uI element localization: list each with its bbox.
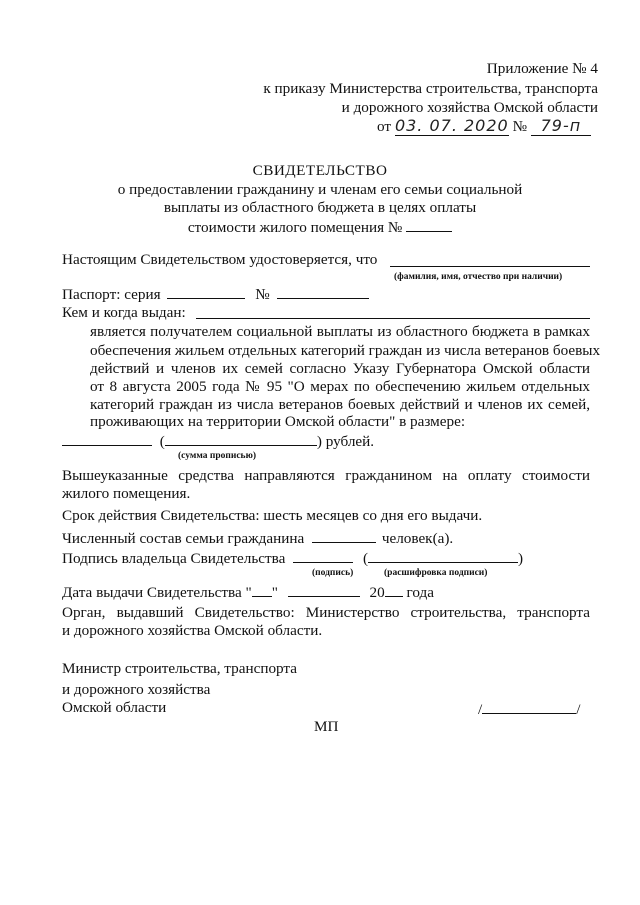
fio-blank[interactable]	[390, 266, 590, 267]
minister-line-1: Министр строительства, транспорта	[62, 660, 297, 677]
minister-line-2: и дорожного хозяйства	[62, 681, 211, 698]
para1-line-1: является получателем социальной выплаты из областного бюджета в рамках	[90, 323, 590, 340]
family-row	[62, 528, 453, 548]
passport-number-blank[interactable]	[277, 284, 369, 299]
date-prefix: от	[377, 118, 392, 135]
issue-year-suffix: года	[402, 584, 434, 601]
issue-date-row	[62, 582, 434, 602]
para1-line-3: действий и членов их семей согласно Указу Губернатора Омской области	[90, 360, 590, 377]
order-number-sign: №	[512, 118, 528, 135]
issue-year-prefix: 20	[369, 584, 385, 601]
minister-signature-blank[interactable]	[482, 699, 576, 714]
document-subtitle-2: выплаты из областного бюджета в целях оплаты	[163, 199, 477, 216]
issue-date-quote: "	[271, 584, 278, 601]
order-ref-line2: и дорожного хозяйства Омской области	[341, 99, 598, 116]
amount-words-blank[interactable]	[165, 431, 317, 446]
issue-month-blank[interactable]	[288, 582, 360, 597]
issued-by-label: Кем и когда выдан:	[62, 304, 186, 321]
signature-blank[interactable]	[293, 548, 353, 563]
issue-day-blank[interactable]	[252, 582, 272, 597]
amount-row	[62, 431, 374, 451]
family-unit: человек(а).	[381, 530, 454, 547]
signature-label: Подпись владельца Свидетельства	[62, 550, 286, 567]
minister-line-3: Омской области	[62, 699, 167, 716]
signature-decode-hint: (расшифровка подписи)	[384, 568, 488, 578]
passport-number-sign: №	[255, 286, 270, 303]
minister-slash-close: /	[576, 701, 581, 718]
para1-line-5: категорий граждан из числа ветеранов боевых действий и членов их семей,	[90, 396, 590, 413]
validity-text: Срок действия Свидетельства: шесть месяцев со дня его выдачи.	[62, 507, 483, 524]
stamp-place: МП	[314, 718, 339, 735]
order-date-handwritten: 03. 07. 2020	[394, 116, 509, 135]
issue-year-blank[interactable]	[385, 582, 403, 597]
amount-hint: (сумма прописью)	[178, 451, 256, 461]
sig-close-paren: )	[518, 550, 524, 567]
certificate-number-blank[interactable]	[406, 217, 452, 232]
passport-series-label: Паспорт: серия	[62, 286, 161, 303]
subtitle-3-text: стоимости жилого помещения №	[187, 219, 403, 236]
issue-date-label: Дата выдачи Свидетельства "	[62, 584, 252, 601]
amount-number-blank[interactable]	[62, 431, 152, 446]
para1-line-4: от 8 августа 2005 года № 95 "О мерах по обеспечению жильем отдельных	[90, 378, 590, 395]
para2-line-1: Вышеуказанные средства направляются гражданином на оплату стоимости	[62, 467, 590, 484]
para2-line-2: жилого помещения.	[62, 485, 191, 502]
amount-open-paren: (	[159, 433, 165, 450]
para1-line-6: проживающих на территории Омской области" в размере:	[90, 413, 466, 430]
passport-row	[62, 284, 369, 304]
fio-hint: (фамилия, имя, отчество при наличии)	[394, 272, 563, 282]
minister-slash-open: /	[478, 701, 483, 718]
document-subtitle-1: о предоставлении гражданину и членам его семьи социальной	[117, 181, 523, 198]
org-line-2: и дорожного хозяйства Омской области.	[62, 622, 323, 639]
amount-currency: ) рублей.	[316, 433, 375, 450]
minister-signature-row	[478, 699, 580, 719]
org-line-1: Орган, выдавший Свидетельство: Министерство строительства, транспорта	[62, 604, 590, 621]
passport-series-blank[interactable]	[167, 284, 245, 299]
signature-row	[62, 548, 523, 568]
order-date-row	[377, 116, 591, 136]
document-subtitle-3	[0, 217, 640, 237]
signature-hint: (подпись)	[312, 568, 354, 578]
order-number-handwritten: 79-п	[531, 116, 591, 136]
family-label: Численный состав семьи гражданина	[62, 530, 305, 547]
signature-decode-blank[interactable]	[368, 548, 518, 563]
sig-open-paren: (	[362, 550, 369, 567]
order-ref-line1: к приказу Министерства строительства, транспорта	[263, 80, 598, 97]
certify-text: Настоящим Свидетельством удостоверяется, что	[62, 251, 378, 268]
document-title: СВИДЕТЕЛЬСТВО	[252, 162, 388, 179]
appendix-label: Приложение № 4	[486, 60, 598, 77]
para1-line-2: обеспечения жильем отдельных категорий граждан из числа ветеранов боевых	[90, 342, 601, 359]
family-count-blank[interactable]	[312, 528, 376, 543]
issued-by-blank[interactable]	[196, 318, 590, 319]
